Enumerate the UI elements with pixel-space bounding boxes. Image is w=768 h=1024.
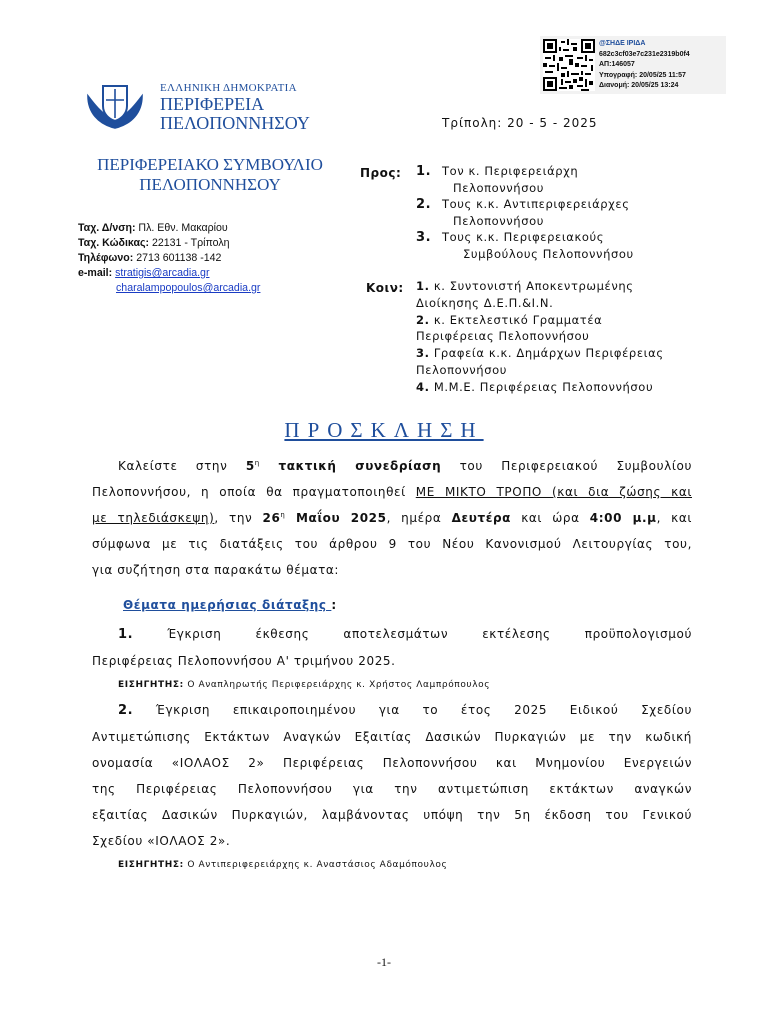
cc-item-line2: Περιφέρειας Πελοποννήσου	[416, 329, 590, 344]
stamp-protocol: ΑΠ:146057	[599, 61, 635, 69]
agenda-item-line	[92, 621, 692, 648]
stamp-system: @ΣΗΔΕ ΙΡΙΔΑ	[599, 40, 646, 47]
cc-item-line1: Γραφεία κ.κ. Δημάρχων Περιφέρειας	[429, 346, 664, 361]
postcode-label: Ταχ. Κώδικας:	[78, 237, 150, 249]
email-row	[78, 266, 260, 281]
meeting-weekday: Δευτέρα	[451, 511, 512, 525]
stamp-text	[599, 39, 690, 92]
intro-text: , και	[656, 511, 693, 525]
to-list	[416, 163, 634, 262]
cc-label: Κοιν:	[366, 281, 404, 295]
cc-item	[416, 379, 664, 396]
session-type: τακτική συνεδρίαση	[259, 459, 442, 473]
stamp-distributed: Διανομή: 20/05/25 13:24	[599, 82, 679, 90]
agenda-item-1	[92, 621, 692, 674]
cc-item-number: 1.	[416, 279, 430, 293]
intro-line-4: σύμφωνα με τις διατάξεις του άρθρου 9 του Νέου Κανονισμού Λειτουργίας του,	[92, 537, 692, 551]
email-link-2[interactable]: charalampopoulos@arcadia.gr	[116, 282, 261, 294]
rapporteur-label: ΕΙΣΗΓΗΤΗΣ:	[118, 860, 184, 870]
agenda-item-line: Αντιμετώπισης Εκτάκτων Αναγκών Εξαιτίας Δασικών Πυρκαγιών με την κωδική	[92, 730, 692, 744]
to-item-line2: Πελοποννήσου	[453, 214, 544, 228]
agenda-item-line: Περιφέρειας Πελοποννήσου Α' τριμήνου 2025.	[92, 654, 396, 668]
address-value: Πλ. Εθν. Μακαρίου	[135, 222, 228, 234]
document-title	[0, 418, 768, 443]
meeting-month: Μαΐου 2025	[285, 511, 387, 525]
meeting-mode: ΜΕ ΜΙΚΤΟ ΤΡΟΠΟ (και δια ζώσης και	[415, 485, 692, 499]
document-title-text: ΠΡΟΣΚΛΗΣΗ	[284, 418, 484, 442]
region-name-line1: ΠΕΡΙΦΕΡΕΙΑ	[160, 94, 265, 114]
cc-item-line1: κ. Εκτελεστικό Γραμματέα	[429, 312, 603, 327]
region-name	[160, 95, 310, 133]
qr-code-icon	[543, 39, 595, 91]
stamp-hash: 682c3cf03e7c231e2319b0f4	[599, 50, 690, 58]
intro-text: , την	[214, 511, 263, 525]
email-label: e-mail:	[78, 267, 113, 279]
agenda-item-1-rapporteur	[118, 680, 490, 690]
cc-item-number: 4.	[416, 379, 430, 394]
cc-item-line1: Μ.Μ.Ε. Περιφέρειας Πελοποννήσου	[429, 379, 654, 394]
agenda-item-line: της Περιφέρειας Πελοποννήσου για την αντιμετώπιση εκτάκτων αναγκών	[92, 782, 692, 796]
to-item-line1: Τους κ.κ. Περιφερειακούς	[442, 230, 605, 244]
cc-item-number: 2.	[416, 312, 430, 327]
postcode-value: 22131 - Τρίπολη	[149, 237, 230, 249]
to-item	[416, 196, 634, 213]
agenda-item-2	[92, 697, 692, 854]
cc-item-line2: Διοίκησης Δ.Ε.Π.&Ι.Ν.	[416, 295, 554, 310]
agenda-item-line	[92, 697, 692, 724]
agenda-item-number: 2.	[118, 703, 134, 718]
postcode-row	[78, 236, 260, 251]
phone-value: 2713 601138 -142	[133, 252, 222, 264]
agenda-item-line: εξαιτίας Δασικών Πυρκαγιών, λαμβάνοντας υπόψη την 5η έκδοση του Γενικού	[92, 808, 692, 822]
to-item	[416, 163, 634, 180]
intro-paragraph	[92, 453, 692, 583]
meeting-mode-cont: με τηλεδιάσκεψη)	[92, 511, 215, 525]
rapporteur-name: Ο Αναπληρωτής Περιφερειάρχης κ. Χρήστος Λαμπρόπουλος	[183, 680, 491, 690]
to-item-line1: Τους κ.κ. Αντιπεριφερειάρχες	[442, 197, 630, 211]
meeting-day: 26	[262, 511, 281, 525]
agenda-item-text: Έγκριση έκθεσης αποτελεσμάτων εκτέλεσης προϋπολογισμού	[133, 627, 692, 641]
address-label: Ταχ. Δ/νση:	[78, 222, 136, 234]
agenda-item-text: Έγκριση επικαιροποιημένου για το έτος 2025 Ειδικού Σχεδίου	[133, 703, 692, 717]
organization-header	[160, 82, 310, 133]
intro-text: , ημέρα	[386, 511, 452, 525]
rapporteur-name: Ο Αντιπεριφερειάρχης κ. Αναστάσιος Αδαμόπουλος	[183, 860, 448, 870]
rapporteur-label: ΕΙΣΗΓΗΤΗΣ:	[118, 680, 184, 690]
contact-info	[78, 221, 260, 296]
phone-label: Τηλέφωνο:	[78, 252, 134, 264]
intro-line-3	[92, 505, 692, 531]
council-name	[90, 155, 330, 195]
cc-item	[416, 278, 664, 295]
to-item-number: 1.	[416, 164, 432, 179]
stamp-signed: Υπογραφή: 20/05/25 11:57	[599, 71, 686, 79]
agenda-heading-colon: :	[331, 598, 337, 612]
cc-item-line1: κ. Συντονιστή Αποκεντρωμένης	[429, 279, 634, 293]
address-row	[78, 221, 260, 236]
intro-text: του Περιφερειακού Συμβουλίου	[441, 459, 692, 473]
agenda-item-number: 1.	[118, 627, 134, 642]
to-item-line2: Συμβούλους Πελοποννήσου	[463, 247, 634, 261]
agenda-item-line: ονομασία «ΙΟΛΑΟΣ 2» Περιφέρειας Πελοποννήσου και Μνημονίου Ενεργειών	[92, 756, 692, 770]
intro-text: Πελοποννήσου, η οποία θα πραγματοποιηθεί	[92, 485, 416, 499]
session-number: 5	[245, 459, 255, 473]
council-name-line1: ΠΕΡΙΦΕΡΕΙΑΚΟ ΣΥΜΒΟΥΛΙΟ	[97, 155, 323, 174]
cc-list	[416, 278, 664, 396]
cc-item	[416, 345, 664, 362]
republic-label: ΕΛΛΗΝΙΚΗ ΔΗΜΟΚΡΑΤΙΑ	[160, 82, 297, 94]
to-item-line2: Πελοποννήσου	[453, 181, 544, 195]
document-date: Τρίπολη: 20 - 5 - 2025	[442, 116, 598, 130]
to-item-number: 3.	[416, 230, 432, 245]
ordinal-suffix: η	[254, 459, 260, 467]
meeting-time: 4:00 μ.μ	[589, 511, 657, 525]
agenda-item-line: Σχεδίου «ΙΟΛΑΟΣ 2».	[92, 834, 231, 848]
agenda-item-2-rapporteur	[118, 860, 447, 870]
to-item-number: 2.	[416, 197, 432, 212]
to-label: Προς:	[360, 166, 402, 180]
agenda-heading-text: Θέματα ημερήσιας διάταξης	[123, 598, 332, 612]
cc-item	[416, 312, 664, 329]
ordinal-suffix: η	[280, 511, 286, 519]
intro-text: Καλείστε στην	[118, 459, 246, 473]
cc-item-number: 3.	[416, 346, 430, 361]
page-number: -1-	[377, 955, 391, 969]
digital-signature-stamp	[540, 36, 726, 94]
region-name-line2: ΠΕΛΟΠΟΝΝΗΣΟΥ	[160, 113, 310, 133]
intro-line-5: για συζήτηση στα παρακάτω θέματα:	[92, 563, 340, 577]
cc-item-line2: Πελοποννήσου	[416, 362, 507, 377]
intro-text: και ώρα	[511, 511, 590, 525]
agenda-heading	[123, 598, 337, 612]
intro-line-1	[92, 453, 692, 479]
phone-row	[78, 251, 260, 266]
email-link-1[interactable]: stratigis@arcadia.gr	[115, 267, 210, 279]
intro-line-2	[92, 479, 692, 505]
greek-emblem-icon	[80, 82, 150, 132]
council-name-line2: ΠΕΛΟΠΟΝΝΗΣΟΥ	[139, 175, 281, 194]
to-item	[416, 229, 634, 246]
email-row-2	[78, 281, 260, 296]
to-item-line1: Τον κ. Περιφερειάρχη	[442, 164, 579, 178]
